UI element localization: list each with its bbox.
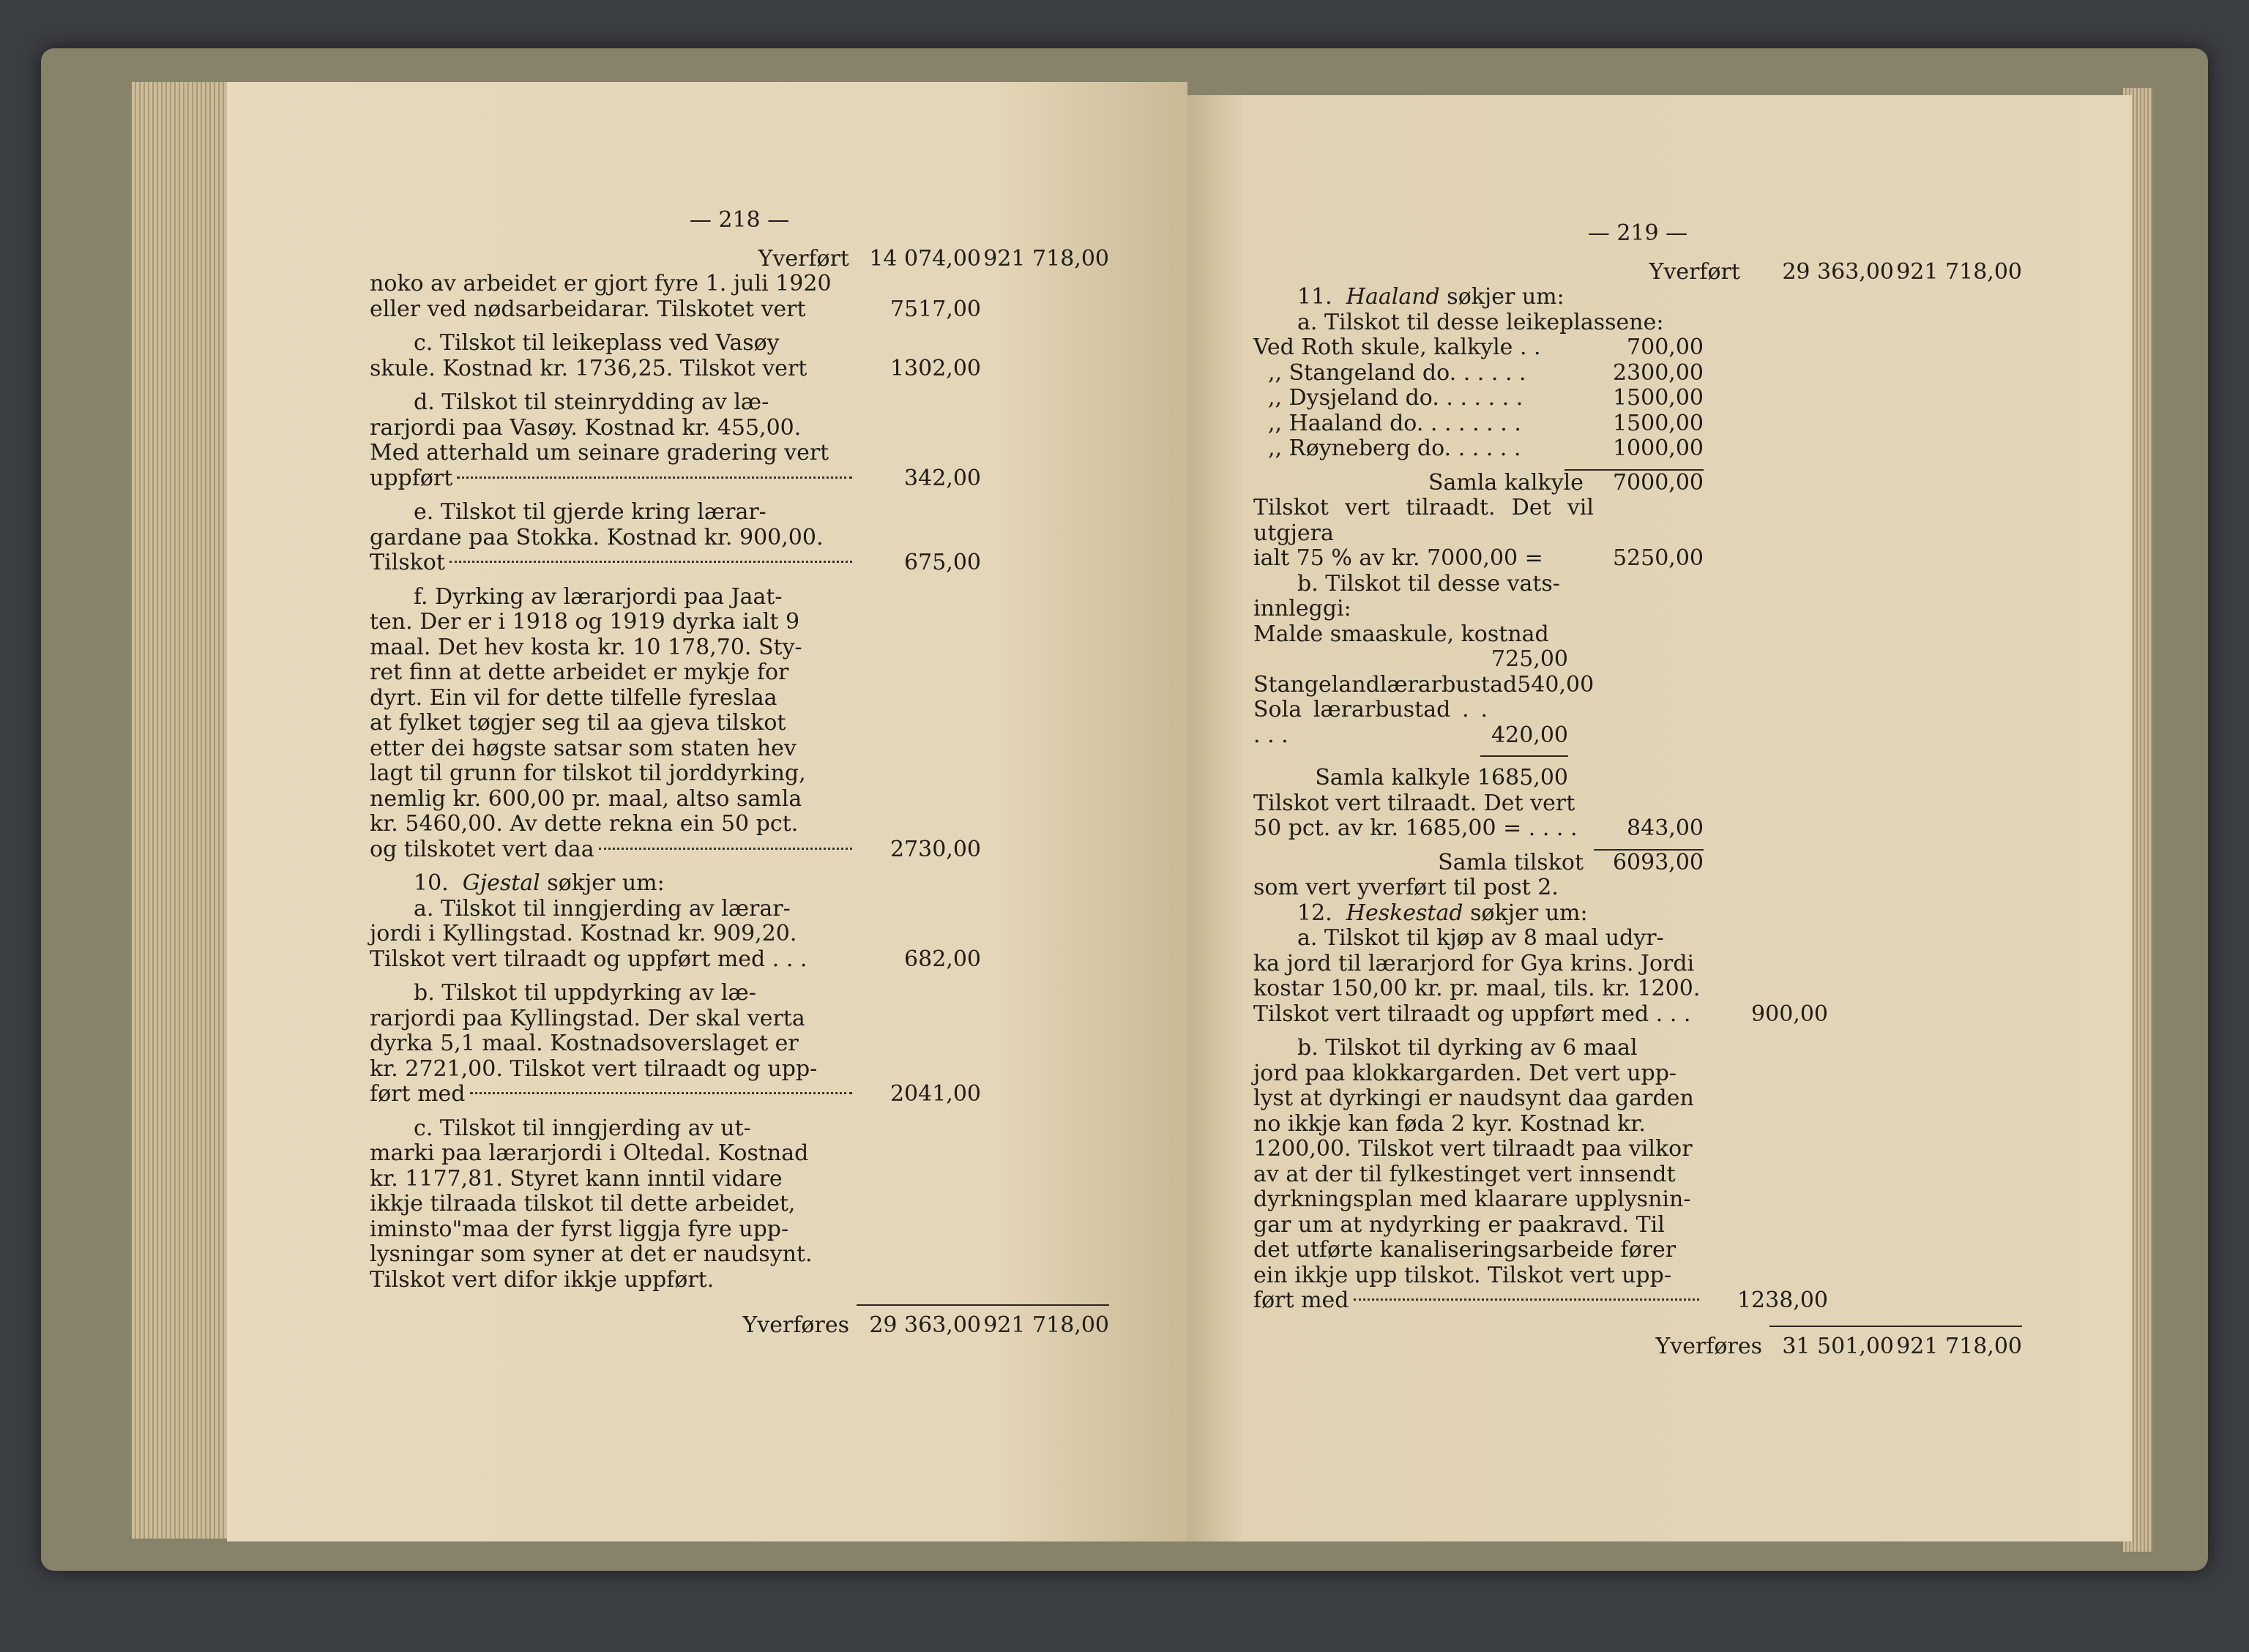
playground-row: Ved Roth skule, kalkyle . . 700,00 [1253, 334, 1704, 360]
carried-amount: 29 363,00 [1782, 258, 1894, 285]
text-line: eller ved nødsarbeidarar. Tilskotet vert 7517,00 [370, 296, 981, 322]
carried-label: Yverført [1649, 258, 1740, 285]
carried-amount: 14 074,00 [869, 245, 981, 272]
item-d: d. Tilskot til steinrydding av læ- rarjordi paa Vasøy. Kostnad kr. 455,00. Med atterhald um seinare gradering vert uppført 342,00 [370, 389, 981, 491]
right-page-text [1253, 221, 2022, 1359]
page-edges-left [132, 82, 242, 1539]
samla-kalkyle-row: Samla kalkyle 7000,00 [1428, 469, 1704, 496]
playground-row: ,, Stangeland do. . . . . . 2300,00 [1268, 359, 1704, 386]
item-12b-amount: 1238,00 [1737, 1287, 1828, 1313]
footer-total: 921 718,00 [981, 1304, 1109, 1339]
section-11-heading: 11. Haaland søkjer um: [1297, 284, 1564, 310]
tilraadt-2-row: Tilskot vert tilraadt. Det vert 50 pct. av kr. 1685,00 = . . . . 843,00 [1253, 790, 1704, 841]
tilraadt-row: Tilskot vert tilraadt. Det vil utgjera ialt 75 % av kr. 7000,00 = 5250,00 [1253, 495, 1704, 571]
playground-row: ,, Haaland do. . . . . . . . 1500,00 [1268, 410, 1704, 436]
item-e-amount: 675,00 [904, 550, 981, 575]
item-10a-amount: 682,00 [904, 946, 981, 972]
footer-amount: 31 501,00 [1769, 1326, 1894, 1360]
carried-label: Yverført [758, 245, 849, 272]
item-10b-amount: 2041,00 [889, 1081, 981, 1107]
item-12a-amount: 900,00 [1751, 1001, 1828, 1027]
left-page-text [370, 208, 1109, 1339]
amount: 7517,00 [889, 296, 981, 322]
section-10-heading: 10. Gjestal søkjer um: [414, 870, 665, 896]
carried-row [1253, 260, 2022, 285]
text-line: noko av arbeidet er gjort fyre 1. juli 1920 [370, 271, 832, 296]
post2-line: som vert yverført til post 2. [1253, 875, 1559, 900]
item-10b: b. Tilskot til uppdyrking av læ- rarjordi paa Kyllingstad. Der skal verta dyrka 5,1 maal. Kostnadsoverslaget er kr. 2721,00. Tilskot vert tilraadt og upp- ført med 2041,00 [370, 980, 981, 1107]
footer-row [370, 1304, 1109, 1339]
item-10c: c. Tilskot til inngjerding av ut- marki paa lærarjordi i Oltedal. Kostnad kr. 1177,81. Styret kann inntil vidare ikkje tilraada tilskot til dette arbeidet, iminsto"maa der fyrst liggja fyre upp- lysningar som syner at det er naudsynt. Tilskot vert difor ikkje uppført. [370, 1115, 813, 1293]
footer-row [1253, 1326, 2022, 1360]
section-12-heading: 12. Heskestad søkjer um: [1297, 900, 1588, 926]
playground-row: ,, Dysjeland do. . . . . . . 1500,00 [1268, 385, 1704, 411]
item-10a: a. Tilskot til inngjerding av lærar- jordi i Kyllingstad. Kostnad kr. 909,20. Tilskot vert tilraadt og uppført med . . . 682,00 [370, 895, 981, 972]
footer-total: 921 718,00 [1894, 1326, 2022, 1360]
item-f-amount: 2730,00 [889, 836, 981, 862]
samla-kalkyle-2: Samla kalkyle 1685,00 [1315, 765, 1568, 791]
footer-label: Yverføres [1655, 1333, 1762, 1359]
item-d-amount: 342,00 [904, 465, 981, 491]
samla-tilskot-row: Samla tilskot 6093,00 [1438, 849, 1704, 875]
footer-amount: 29 363,00 [857, 1304, 981, 1339]
carried-total: 921 718,00 [983, 245, 1109, 272]
item-12b: b. Tilskot til dyrking av 6 maal jord paa klokkargarden. Det vert upp- lyst at dyrkingi er naudsynt daa garden no ikkje kan føda 2 kyr. Kostnad kr. 1200,00. Tilskot vert tilraadt paa vilkor av at der til fylkestinget vert innsendt dyrkningsplan med klaarare upplysnin- gar um at nydyrking er paakravd. Til det utførte kanaliseringsarbeide fører ein ikkje upp tilskot. Tilskot vert upp- ført med 1238,00 [1253, 1035, 1828, 1313]
playground-row: ,, Røyneberg do. . . . . . 1000,00 [1268, 436, 1704, 461]
left-page [227, 82, 1187, 1541]
right-page [1187, 95, 2132, 1541]
page-number: — 219 — [1587, 220, 1688, 246]
item-12a: a. Tilskot til kjøp av 8 maal udyr- ka jord til lærarjord for Gya krins. Jordi kostar 150,00 kr. pr. maal, tils. kr. 1200. Tilskot vert tilraadt og uppført med . . . 900,00 [1253, 925, 1828, 1027]
right-column-block: 11. Haaland søkjer um: a. Tilskot til desse leikeplassene: Ved Roth skule, kalkyle . . 700,00 ,, Stangeland do. . . . . . 2300,00 ,, Dysjeland do. . . . . . . 1500,00 ,, Haaland do. . . . . . . . 1500,00 ,, Røyneberg do. . . . . . 1000,00 Samla kalkyle 7000,00 Tilskot vert tilraadt. Det vil utgjera ialt 75 % av kr. 7000,00 = 5250,00 b. Tilskot til desse vats- innleggi: Malde smaaskule, kostnad 725,00 Stangelandlærarbustad 540,00 Sola lærarbustad . . . . . 420,00 Samla kalkyle 1685,00 Tilskot vert tilraadt. Det vert 50 pct. av kr. 1685,00 = . . . . 843,00 Samla tilskot 6093,00 som vert yverført til post 2. 12. Heskestad søkjer um: [1253, 284, 1704, 926]
page-number: — 218 — [689, 207, 790, 233]
item-e: e. Tilskot til gjerde kring lærar- gardane paa Stokka. Kostnad kr. 900,00. Tilskot 675,00 [370, 499, 981, 575]
carried-row [370, 247, 1109, 272]
item-c: c. Tilskot til leikeplass ved Vasøy skule. Kostnad kr. 1736,25. Tilskot vert 1302,00 [370, 330, 981, 381]
item-c-amount: 1302,00 [889, 355, 981, 381]
item-f: f. Dyrking av lærarjordi paa Jaat- ten. Der er i 1918 og 1919 dyrka ialt 9 maal. Det hev kosta kr. 10 178,70. Sty- ret finn at dette arbeidet er mykje for dyrt. Ein vil for dette tilfelle fyreslaa at fylket tøgjer seg til aa gjeva tilskot etter dei høgste satsar som staten hev lagt til grunn for tilskot til jorddyrking, nemlig kr. 600,00 pr. maal, altso samla kr. 5460,00. Av dette rekna ein 50 pct. og tilskotet vert daa 2730,00 [370, 583, 981, 862]
footer-label: Yverføres [742, 1312, 849, 1338]
carried-total: 921 718,00 [1896, 258, 2022, 285]
